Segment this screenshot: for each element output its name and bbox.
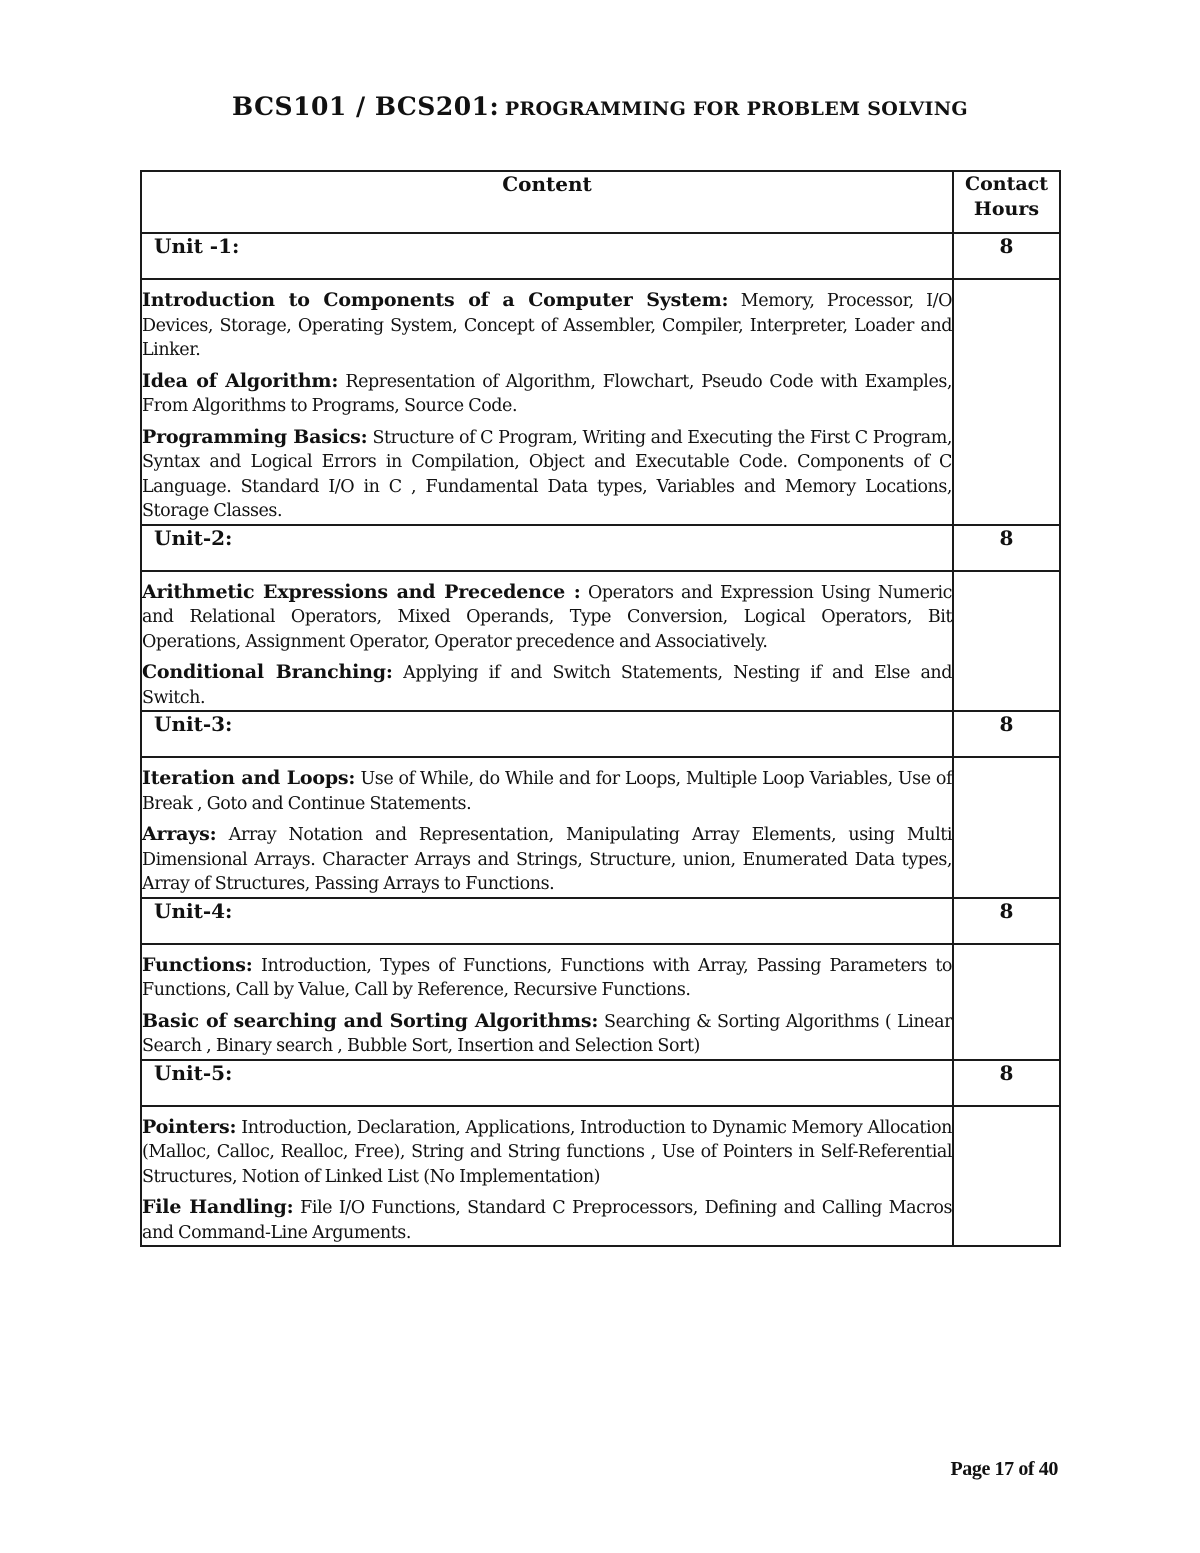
course-code: BCS101 / BCS201: — [232, 92, 500, 121]
topic-text: Memory, Processor, I/O Devices, Storage, Operating System, Concept of Assembler, Compiler, Interpreter, Loader and Linker. — [142, 291, 952, 360]
unit-content-cell — [141, 1106, 953, 1247]
syllabus-table — [140, 170, 1061, 1247]
topic-paragraph — [142, 1009, 952, 1059]
unit-contact-hours: 8 — [953, 711, 1060, 757]
topic-heading: Basic of searching and Sorting Algorithms: — [142, 1009, 599, 1032]
topic-heading: Iteration and Loops: — [142, 767, 356, 789]
course-name: PROGRAMMING FOR PROBLEM SOLVING — [504, 98, 968, 120]
topic-text: Applying if and Switch Statements, Nesting if and Else and Switch. — [142, 663, 953, 708]
topic-heading: File Handling: — [142, 1196, 294, 1218]
unit-label-cell — [141, 711, 953, 757]
unit-label: Unit-2: — [154, 525, 233, 550]
empty-hours-cell — [953, 757, 1060, 898]
topic-heading: Pointers: — [142, 1115, 237, 1138]
unit-content-row — [141, 279, 1060, 525]
unit-content-row — [141, 944, 1060, 1060]
unit-content-row — [141, 757, 1060, 898]
page-title — [0, 92, 1200, 121]
contact-hours-header-line2: Hours — [973, 198, 1040, 220]
unit-row — [141, 711, 1060, 757]
topic-paragraph — [142, 425, 952, 524]
topic-text: File I/O Functions, Standard C Preprocessors, Defining and Calling Macros and Command-Line Arguments. — [142, 1198, 952, 1243]
topic-heading: Introduction to Components of a Computer System: — [142, 289, 729, 311]
content-header: Content — [141, 171, 953, 233]
topic-paragraph — [142, 288, 952, 363]
table-header-row — [141, 171, 1060, 233]
unit-contact-hours: 8 — [953, 1060, 1060, 1106]
topic-text: Representation of Algorithm, Flowchart, Pseudo Code with Examples, From Algorithms to Programs, Source Code. — [142, 371, 952, 416]
topic-paragraph — [142, 369, 952, 419]
page-number: Page 17 of 40 — [950, 1458, 1058, 1480]
unit-label: Unit-4: — [154, 898, 233, 923]
unit-content-row — [141, 571, 1060, 712]
units-body — [141, 233, 1060, 1246]
topic-text: Introduction, Declaration, Applications, Introduction to Dynamic Memory Allocation (Malloc, Calloc, Realloc, Free), String and String functions , Use of Pointers in Self-Referential Structures, Notion of Linked List (No Implementation) — [142, 1117, 952, 1187]
empty-hours-cell — [953, 279, 1060, 525]
topic-paragraph — [142, 1195, 952, 1245]
unit-label: Unit-5: — [154, 1060, 233, 1085]
unit-content-cell — [141, 944, 953, 1060]
unit-row — [141, 233, 1060, 279]
topic-text: Searching & Sorting Algorithms ( Linear Search , Binary search , Bubble Sort, Insertion and Selection Sort) — [142, 1011, 952, 1056]
topic-paragraph — [142, 1115, 952, 1190]
unit-content-cell — [141, 279, 953, 525]
unit-label-cell — [141, 1060, 953, 1106]
empty-hours-cell — [953, 1106, 1060, 1247]
topic-text: Structure of C Program, Writing and Executing the First C Program, Syntax and Logical Errors in Compilation, Object and Executable Code. Components of C Language. Standard I/O in C , Fundamental Data types, Variables and Memory Locations, Storage Classes. — [142, 427, 952, 521]
unit-label-cell — [141, 233, 953, 279]
topic-paragraph — [142, 953, 952, 1003]
topic-paragraph — [142, 766, 952, 816]
topic-heading: Functions: — [142, 953, 253, 976]
unit-content-cell — [141, 571, 953, 712]
unit-row — [141, 1060, 1060, 1106]
topic-paragraph — [142, 822, 952, 897]
unit-contact-hours: 8 — [953, 898, 1060, 944]
topic-text: Operators and Expression Using Numeric and Relational Operators, Mixed Operands, Type Conversion, Logical Operators, Bit Operations, Assignment Operator, Operator precedence and Associatively. — [142, 582, 952, 652]
topic-paragraph — [142, 580, 952, 655]
unit-label-cell — [141, 898, 953, 944]
empty-hours-cell — [953, 571, 1060, 712]
topic-text: Use of While, do While and for Loops, Multiple Loop Variables, Use of Break , Goto and Continue Statements. — [142, 769, 952, 814]
topic-heading: Arithmetic Expressions and Precedence : — [142, 580, 581, 603]
topic-heading: Programming Basics: — [142, 425, 368, 448]
unit-content-cell — [141, 757, 953, 898]
contact-hours-header — [953, 171, 1060, 233]
unit-row — [141, 898, 1060, 944]
topic-text: Array Notation and Representation, Manipulating Array Elements, using Multi Dimensional Arrays. Character Arrays and Strings, Structure, union, Enumerated Data types, Array of Structures, Passing Arrays to Functions. — [142, 825, 952, 894]
topic-heading: Conditional Branching: — [142, 661, 393, 683]
empty-hours-cell — [953, 944, 1060, 1060]
unit-contact-hours: 8 — [953, 233, 1060, 279]
topic-heading: Arrays: — [142, 823, 217, 845]
topic-paragraph — [142, 660, 952, 710]
unit-label-cell — [141, 525, 953, 571]
unit-label: Unit -1: — [154, 234, 240, 258]
unit-row — [141, 525, 1060, 571]
unit-content-row — [141, 1106, 1060, 1247]
unit-label: Unit-3: — [154, 712, 233, 736]
topic-text: Introduction, Types of Functions, Functions with Array, Passing Parameters to Functions, Call by Value, Call by Reference, Recursive Functions. — [142, 955, 952, 1000]
contact-hours-header-line1: Contact — [964, 173, 1049, 195]
topic-heading: Idea of Algorithm: — [142, 369, 339, 392]
unit-contact-hours: 8 — [953, 525, 1060, 571]
